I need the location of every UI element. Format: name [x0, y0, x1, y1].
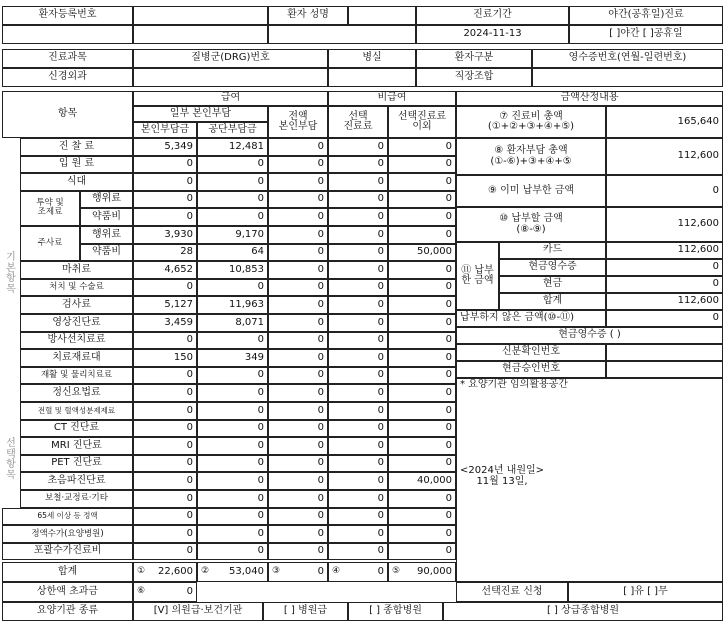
row-value: 0 [328, 332, 388, 350]
cash-label: 현금 [499, 276, 606, 293]
cash-receipt-label: 현금영수증 [499, 259, 606, 276]
item-header: 항목 [2, 91, 133, 138]
row-value: 0 [133, 490, 197, 508]
row-value: 0 [268, 384, 328, 402]
total-insurer-share [197, 562, 268, 582]
row-value: 3,930 [133, 226, 197, 244]
period-value: 2024-11-13 [416, 25, 569, 44]
row-label: 마취료 [20, 261, 133, 279]
row-value: 0 [328, 437, 388, 455]
row-value: 349 [197, 349, 268, 367]
row-label: MRI 진단료 [20, 437, 133, 455]
cash-value: 0 [606, 276, 723, 293]
row-label: 정신요법료 [20, 384, 133, 402]
unpaid-label: 납부하지 않은 금액(⑩-⑪) [456, 310, 606, 327]
row-value: 0 [197, 402, 268, 420]
room-label: 병실 [328, 49, 416, 68]
cap-excess-value: 0 [186, 585, 193, 597]
total-selective [328, 562, 388, 582]
row-value: 0 [268, 279, 328, 297]
facility-type-label: 요양기관 종류 [2, 602, 133, 621]
row-label: PET 진단료 [20, 455, 133, 473]
basic-items-side-label: 기 본 항 목 [6, 252, 16, 295]
visit-note: <2024년 내원일> 11월 13일, [460, 465, 545, 487]
row-value: 0 [268, 525, 328, 543]
row-value: 0 [197, 279, 268, 297]
id-no-label: 신분확인번호 [456, 344, 606, 361]
row-value: 0 [268, 173, 328, 191]
row-value: 0 [388, 279, 456, 297]
row-value: 0 [328, 138, 388, 156]
mark-4: ④ [332, 565, 341, 576]
row-value: 0 [328, 226, 388, 244]
patient-name-value [348, 6, 416, 25]
paid-label: ⑨ 이미 납부한 금액 [456, 175, 606, 207]
row-value: 9,170 [197, 226, 268, 244]
card-label: 카드 [499, 242, 606, 259]
id-no-value [606, 344, 723, 361]
row-value: 0 [268, 437, 328, 455]
row-value: 0 [133, 332, 197, 350]
row-value: 0 [388, 191, 456, 209]
drg-label: 질병군(DRG)번호 [133, 49, 328, 68]
patient-no-value [133, 6, 268, 25]
row-value: 0 [197, 543, 268, 561]
row-value: 4,652 [133, 261, 197, 279]
blank-b [268, 25, 416, 44]
row-value: 0 [133, 437, 197, 455]
row-value: 0 [328, 314, 388, 332]
row-value: 0 [388, 314, 456, 332]
row-value: 0 [133, 420, 197, 438]
total-self-share [133, 562, 197, 582]
row-value: 0 [133, 508, 197, 526]
row-value: 0 [197, 455, 268, 473]
row-value: 0 [197, 437, 268, 455]
row-value: 0 [268, 455, 328, 473]
row-value: 0 [328, 349, 388, 367]
row-value: 0 [328, 244, 388, 262]
row-value: 0 [328, 279, 388, 297]
row-value: 0 [328, 173, 388, 191]
night-options: [ ]야간 [ ]공휴일 [569, 25, 723, 44]
row-value: 0 [133, 208, 197, 226]
row-value: 0 [388, 384, 456, 402]
noncovered-header: 비급여 [328, 91, 456, 106]
dept-label: 진료과목 [2, 49, 133, 68]
receipt-no-value [532, 68, 723, 87]
row-value: 0 [328, 384, 388, 402]
row-label: 처치 및 수술료 [20, 279, 133, 297]
row-value: 0 [388, 508, 456, 526]
row-value: 0 [388, 420, 456, 438]
pay-label: ⑪ 납부 한 금액 [456, 242, 499, 310]
row-value: 0 [197, 367, 268, 385]
total-full-self-value: 0 [317, 565, 324, 577]
row-value: 0 [388, 261, 456, 279]
total-self-share-value: 22,600 [158, 565, 193, 577]
night-label: 야간(공휴일)진료 [569, 6, 723, 25]
union-label: 직장조합 [416, 68, 532, 87]
selective-items-side-label: 선 택 항 목 [6, 438, 16, 481]
row-label: 영상진단료 [20, 314, 133, 332]
facility-type-general: [ ] 종합병원 [348, 602, 443, 621]
row-value: 0 [268, 367, 328, 385]
card-value: 112,600 [606, 242, 723, 259]
row-value: 0 [388, 455, 456, 473]
row-value: 11,963 [197, 296, 268, 314]
row-value: 0 [268, 543, 328, 561]
row-group-label: 투약 및 조제료 [20, 191, 80, 226]
row-value: 0 [388, 226, 456, 244]
facility-type-tertiary: [ ] 상급종합병원 [443, 602, 723, 621]
row-value: 0 [133, 543, 197, 561]
row-value: 0 [328, 367, 388, 385]
row-value: 0 [268, 191, 328, 209]
row-value: 0 [197, 191, 268, 209]
approval-label: 현금승인번호 [456, 361, 606, 378]
room-value [328, 68, 416, 87]
row-value: 0 [268, 349, 328, 367]
row-value: 0 [197, 332, 268, 350]
cash-receipt-value: 0 [606, 259, 723, 276]
mark-2: ② [201, 565, 210, 576]
row-value: 0 [388, 138, 456, 156]
paid-value: 0 [606, 175, 723, 207]
row-value: 0 [328, 420, 388, 438]
row-value: 8,071 [197, 314, 268, 332]
row-value: 0 [388, 490, 456, 508]
row-value: 150 [133, 349, 197, 367]
row-value: 0 [328, 543, 388, 561]
total-other [388, 562, 456, 582]
row-value: 0 [328, 402, 388, 420]
row-value: 0 [328, 296, 388, 314]
row-value: 0 [268, 261, 328, 279]
row-value: 0 [328, 490, 388, 508]
selective-request-label: 선택진료 신청 [456, 582, 568, 602]
mark-6: ⑥ [137, 585, 146, 596]
row-value: 0 [268, 472, 328, 490]
row-value: 0 [388, 156, 456, 174]
row-label: CT 진단료 [20, 420, 133, 438]
row-label: 검사료 [20, 296, 133, 314]
row-label: 약품비 [80, 208, 133, 226]
row-value: 0 [268, 490, 328, 508]
row-value: 0 [268, 332, 328, 350]
row-value: 0 [197, 472, 268, 490]
selective-header: 선택 진료료 [328, 106, 388, 138]
row-value: 0 [268, 226, 328, 244]
row-value: 0 [133, 173, 197, 191]
totals-label: 합계 [2, 562, 133, 582]
row-value: 0 [197, 420, 268, 438]
row-value: 0 [197, 508, 268, 526]
row-value: 0 [328, 508, 388, 526]
total-full-self [268, 562, 328, 582]
row-label: 정액수가(요양병원) [2, 525, 133, 543]
total-other-value: 90,000 [417, 565, 452, 577]
patient-no-label: 환자등록번호 [2, 6, 133, 25]
row-value: 40,000 [388, 472, 456, 490]
patient-no-empty [2, 25, 133, 44]
unpaid-value: 0 [606, 310, 723, 327]
row-label: 행위료 [80, 226, 133, 244]
row-value: 0 [268, 208, 328, 226]
cap-excess [133, 582, 197, 602]
self-share-header: 본인부담금 [133, 122, 197, 138]
row-label: 입 원 료 [20, 156, 133, 174]
row-value: 0 [328, 525, 388, 543]
row-value: 0 [388, 208, 456, 226]
approval-value [606, 361, 723, 378]
row-value: 0 [133, 279, 197, 297]
due-value: 112,600 [606, 207, 723, 242]
patient-total-value: 112,600 [606, 138, 723, 175]
row-value: 0 [268, 314, 328, 332]
total-insurer-share-value: 53,040 [229, 565, 264, 577]
row-label: 약품비 [80, 244, 133, 262]
total-selective-value: 0 [377, 565, 384, 577]
row-value: 0 [133, 367, 197, 385]
row-value: 0 [133, 384, 197, 402]
row-value: 0 [133, 156, 197, 174]
insurer-share-header: 공단부담금 [197, 122, 268, 138]
row-value: 0 [388, 525, 456, 543]
row-value: 0 [133, 191, 197, 209]
row-value: 0 [388, 367, 456, 385]
mark-1: ① [137, 565, 146, 576]
row-value: 0 [268, 420, 328, 438]
patient-total-label: ⑧ 환자부담 총액 (①-⑥)+③+④+⑤ [456, 138, 606, 175]
row-label: 초음파진단료 [20, 472, 133, 490]
row-value: 0 [328, 156, 388, 174]
row-value: 0 [197, 156, 268, 174]
row-value: 0 [328, 455, 388, 473]
row-value: 0 [388, 437, 456, 455]
row-label: 전혈 및 혈액성분제제료 [20, 402, 133, 420]
row-value: 0 [268, 156, 328, 174]
facility-type-hospital: [ ] 병원급 [263, 602, 348, 621]
row-group-label: 주사료 [20, 226, 80, 261]
dept-value: 신경외과 [2, 68, 133, 87]
row-value: 0 [197, 525, 268, 543]
mark-3: ③ [272, 565, 281, 576]
total-cost-label: ⑦ 진료비 총액 (①+②+③+④+⑤) [456, 106, 606, 138]
row-label: 행위료 [80, 191, 133, 209]
sum-value: 112,600 [606, 293, 723, 310]
row-value: 28 [133, 244, 197, 262]
row-value: 0 [197, 490, 268, 508]
receipt-no-label: 영수증번호(연월-일련번호) [532, 49, 723, 68]
row-value: 0 [328, 261, 388, 279]
mark-5: ⑤ [392, 565, 401, 576]
row-value: 50,000 [388, 244, 456, 262]
free-space-label: * 요양기관 임의활용공간 [460, 378, 568, 390]
row-value: 5,349 [133, 138, 197, 156]
row-value: 3,459 [133, 314, 197, 332]
row-value: 0 [388, 543, 456, 561]
row-label: 방사선치료료 [20, 332, 133, 350]
patient-type-label: 환자구분 [416, 49, 532, 68]
row-value: 0 [268, 402, 328, 420]
row-label: 보철·교정료·기타 [20, 490, 133, 508]
row-value: 0 [268, 508, 328, 526]
row-value: 0 [197, 208, 268, 226]
row-value: 0 [328, 472, 388, 490]
row-value: 0 [197, 173, 268, 191]
row-value: 0 [388, 332, 456, 350]
row-value: 5,127 [133, 296, 197, 314]
row-value: 0 [197, 384, 268, 402]
cash-receipt-header: 현금영수증 ( ) [456, 327, 723, 344]
drg-value [133, 68, 328, 87]
partial-header: 일부 본인부담 [133, 106, 268, 122]
row-value: 0 [388, 402, 456, 420]
blank-a [133, 25, 268, 44]
facility-type-clinic: [V] 의원급·보건기관 [133, 602, 263, 621]
full-self-header: 전액 본인부담 [268, 106, 328, 138]
row-value: 0 [133, 525, 197, 543]
sum-label: 합계 [499, 293, 606, 310]
row-value: 0 [388, 173, 456, 191]
calc-header: 금액산정내용 [456, 91, 723, 106]
row-value: 0 [328, 191, 388, 209]
row-value: 0 [388, 349, 456, 367]
row-value: 0 [388, 296, 456, 314]
row-value: 64 [197, 244, 268, 262]
row-value: 0 [268, 244, 328, 262]
row-value: 12,481 [197, 138, 268, 156]
row-value: 0 [133, 455, 197, 473]
row-label: 식대 [20, 173, 133, 191]
cap-excess-label: 상한액 초과금 [2, 582, 133, 602]
row-value: 0 [133, 472, 197, 490]
row-value: 0 [328, 208, 388, 226]
row-label: 치료재료대 [20, 349, 133, 367]
selective-request-options: [ ]유 [ ]무 [568, 582, 723, 602]
row-label: 포괄수가진료비 [2, 543, 133, 561]
total-cost-value: 165,640 [606, 106, 723, 138]
covered-header: 급여 [133, 91, 328, 106]
row-value: 0 [268, 138, 328, 156]
row-value: 10,853 [197, 261, 268, 279]
row-label: 65세 이상 등 정액 [2, 508, 133, 526]
row-label: 진 찰 료 [20, 138, 133, 156]
row-label: 재활 및 물리치료료 [20, 367, 133, 385]
period-label: 진료기간 [416, 6, 569, 25]
row-value: 0 [133, 402, 197, 420]
row-value: 0 [268, 296, 328, 314]
due-label: ⑩ 납부할 금액 (⑧-⑨) [456, 207, 606, 242]
patient-name-label: 환자 성명 [268, 6, 348, 25]
other-header: 선택진료료 이외 [388, 106, 456, 138]
